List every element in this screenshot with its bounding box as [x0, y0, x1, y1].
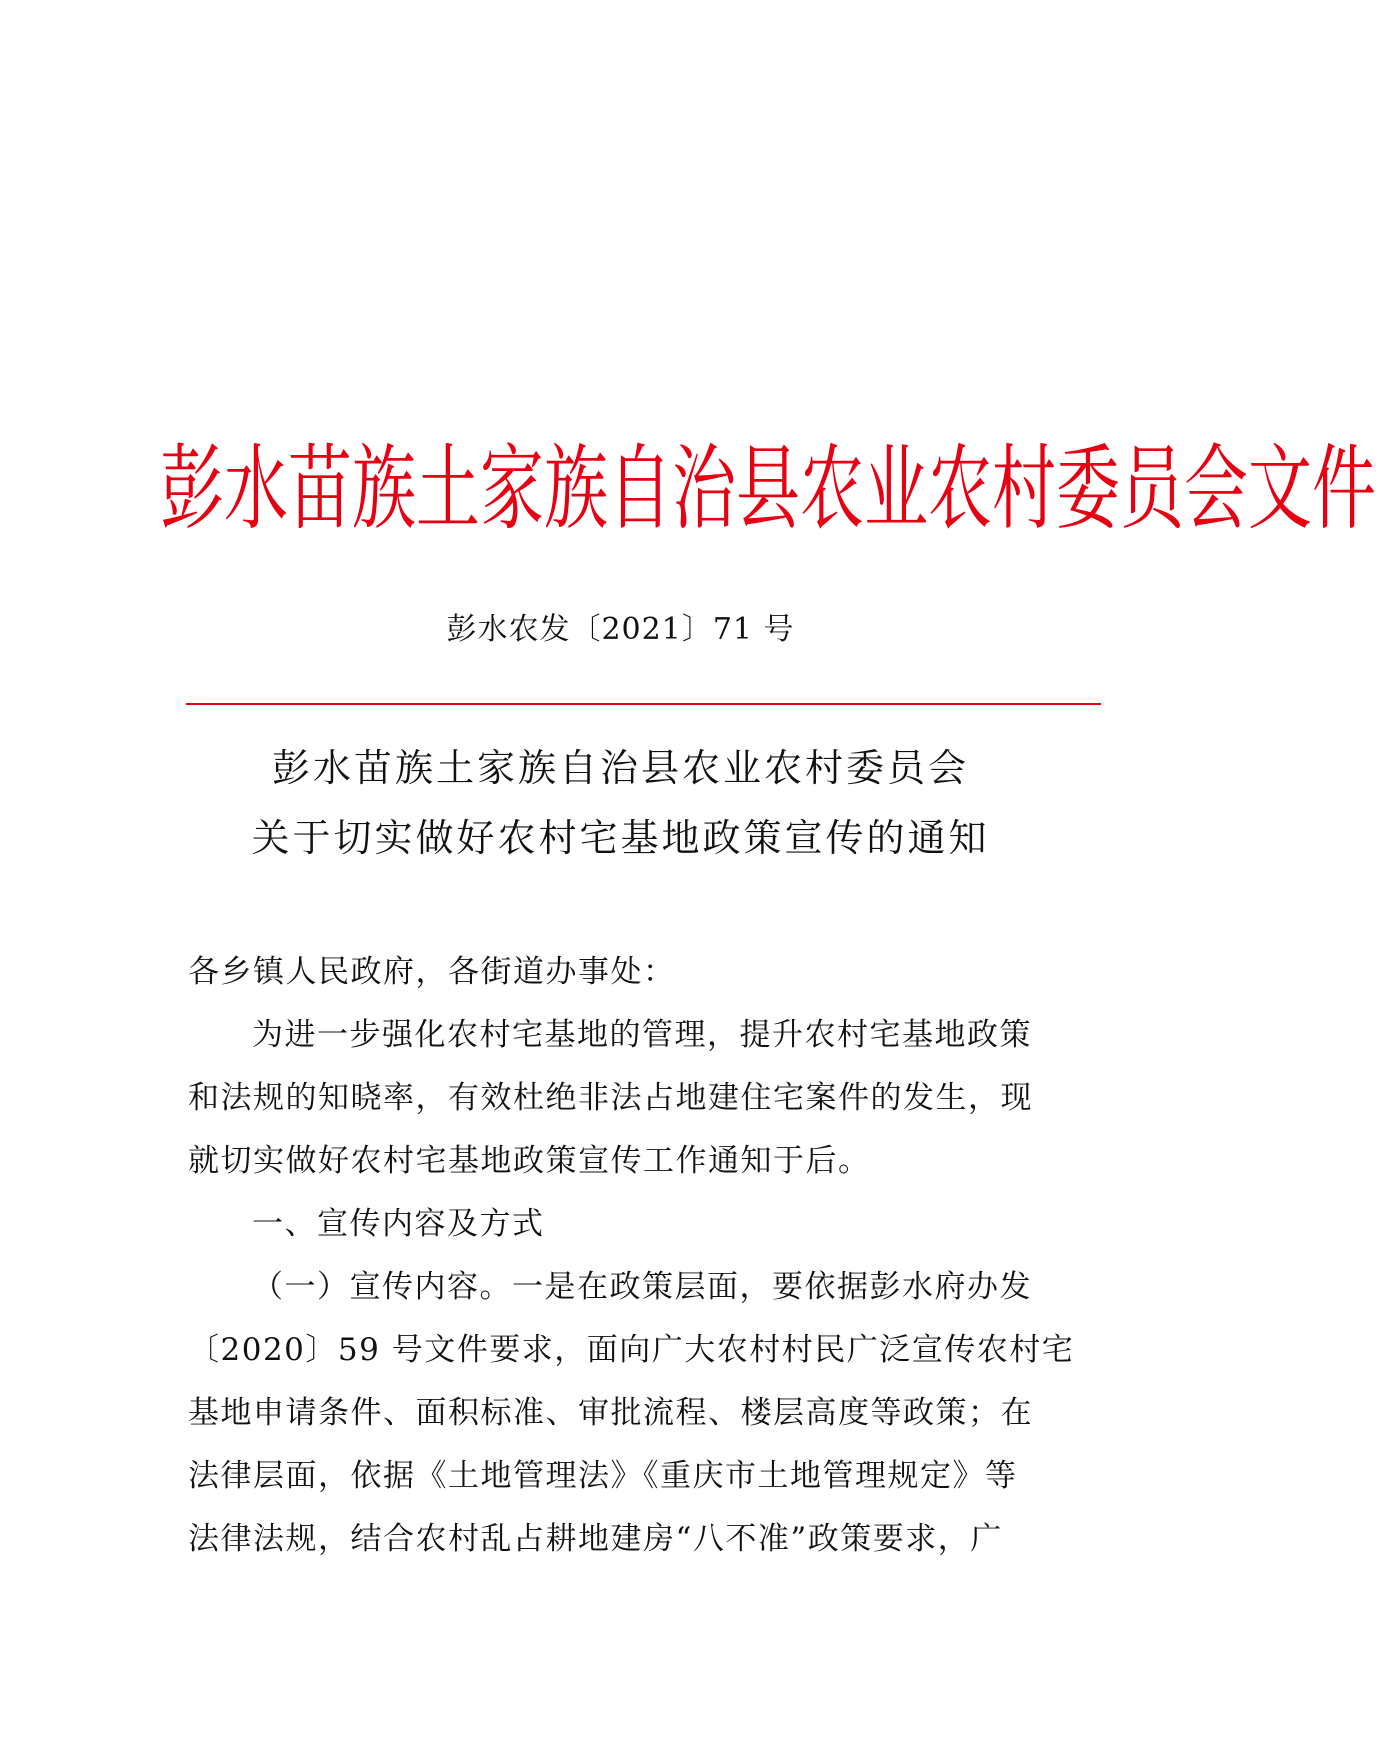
title-line-1: 彭水苗族土家族自治县农业农村委员会 [271, 746, 969, 790]
issuer-banner: 彭水苗族土家族自治县农业农村委员会文件 [160, 436, 1376, 544]
salutation: 各乡镇人民政府，各街道办事处： [188, 954, 676, 990]
body-line-7: 基地申请条件、面积标准、审批流程、楼层高度等政策；在 [188, 1395, 1033, 1431]
document-number: 彭水农发〔2021〕71 号 [446, 612, 795, 647]
body-line-3: 就切实做好农村宅基地政策宣传工作通知于后。 [188, 1143, 871, 1179]
body-line-5: （一）宣传内容。一是在政策层面，要依据彭水府办发 [252, 1269, 1032, 1305]
body-line-1: 为进一步强化农村宅基地的管理，提升农村宅基地政策 [252, 1017, 1032, 1053]
red-divider-line [186, 703, 1101, 705]
body-line-9: 法律法规，结合农村乱占耕地建房“八不准”政策要求，广 [188, 1521, 1003, 1557]
body-line-6: 〔2020〕59 号文件要求，面向广大农村村民广泛宣传农村宅 [188, 1332, 1075, 1368]
section-heading-1: 一、宣传内容及方式 [252, 1206, 545, 1242]
body-line-8: 法律层面，依据《土地管理法》《重庆市土地管理规定》等 [188, 1458, 1018, 1494]
body-line-2: 和法规的知晓率，有效杜绝非法占地建住宅案件的发生，现 [188, 1080, 1033, 1116]
title-line-2: 关于切实做好农村宅基地政策宣传的通知 [251, 816, 990, 860]
